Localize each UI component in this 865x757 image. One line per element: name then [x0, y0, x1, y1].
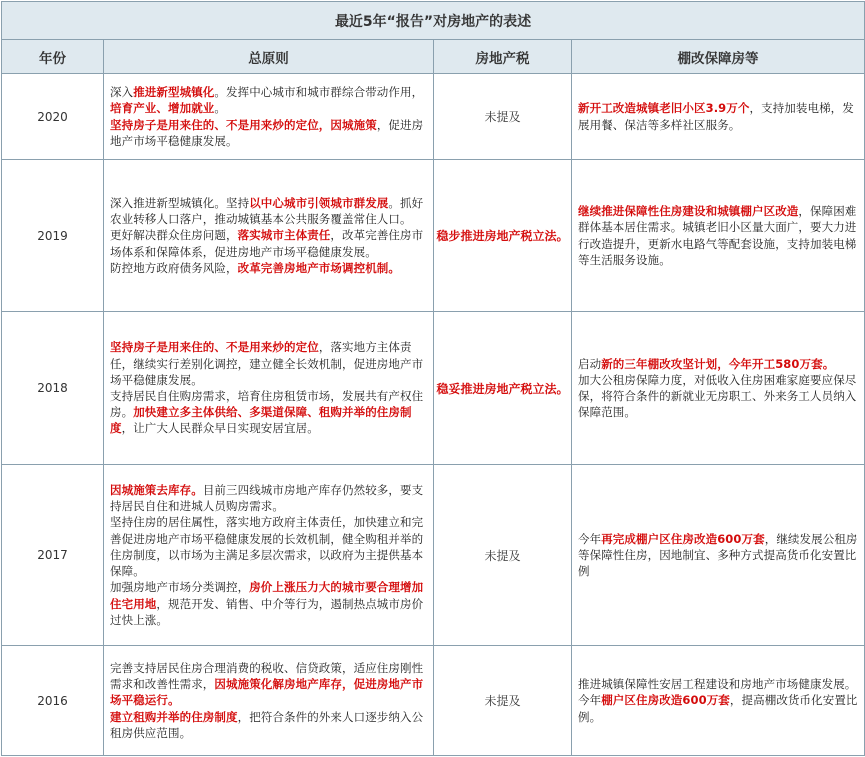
housing-cell — [572, 465, 865, 646]
paragraph — [578, 531, 858, 580]
body-text: 加强房地产市场分类调控， — [110, 580, 250, 595]
body-text: 完善支持居民住房合理消费的税收、信贷政策，适应住房刚性需求和改善性需求， — [110, 660, 424, 692]
body-text: 目前三四线城市房地产库存仍然较多，要支持居民自住和进城人员购房需求。 — [110, 483, 424, 514]
paragraph — [110, 227, 427, 259]
highlighted-text: 新开工改造城镇老旧小区3.9万个 — [578, 101, 750, 116]
highlighted-text: 继续推进保障性住房建设和城镇棚户区改造 — [578, 204, 799, 219]
paragraph — [110, 260, 427, 276]
year-cell: 2020 — [2, 74, 104, 160]
body-text: ，落实地方主体责任，继续实行差别化调控，建立健全长效机制，促进房地产市场平稳健康发展。 — [110, 340, 424, 387]
header-principle: 总原则 — [104, 40, 434, 74]
property-tax-cell: 稳步推进房地产税立法。 — [434, 160, 572, 312]
principle-cell — [104, 160, 434, 312]
body-text: 。发挥中心城市和城市群综合带动作用， — [214, 85, 424, 100]
paragraph — [578, 203, 858, 268]
highlighted-text: 建立租购并举的住房制度 — [110, 709, 238, 724]
body-text: 。 — [214, 101, 227, 116]
header-row — [2, 40, 865, 74]
highlighted-text: 棚户区住房改造600万套 — [601, 693, 730, 708]
body-text: 启动 — [578, 356, 602, 371]
body-text: ，促进房地产市场平稳健康发展。 — [110, 117, 424, 148]
table-row — [2, 160, 865, 312]
highlighted-text: 坚持房子是用来住的、不是用来炒的定位 — [110, 340, 319, 355]
paragraph — [110, 195, 427, 227]
header-year: 年份 — [2, 40, 104, 74]
title-row — [2, 2, 865, 40]
table-row — [2, 465, 865, 646]
body-text: ，支持加装电梯，发展用餐、保洁等多样社区服务。 — [578, 101, 854, 132]
principle-cell — [104, 74, 434, 160]
body-text: 深入推进新型城镇化。坚持 — [110, 195, 250, 210]
body-text: ，保障困难群体基本居住需求。城镇老旧小区量大面广，要大力进行改造提升，更新水电路气等配套设施，支持加装电梯等生活服务设施。 — [578, 204, 857, 267]
housing-cell — [572, 312, 865, 465]
property-tax-cell: 未提及 — [434, 465, 572, 646]
highlighted-text: 新的三年棚改攻坚计划，今年开工580万套。 — [601, 356, 835, 371]
body-text: 防控地方政府债务风险， — [110, 260, 238, 275]
paragraph — [110, 339, 427, 388]
paragraph — [110, 579, 427, 628]
highlighted-text: 落实城市主体责任 — [237, 228, 331, 243]
housing-cell — [572, 646, 865, 756]
body-text: ，让广大人民群众早日实现安居宜居。 — [121, 421, 319, 436]
year-cell: 2017 — [2, 465, 104, 646]
paragraph — [110, 514, 427, 579]
housing-cell — [572, 74, 865, 160]
principle-cell — [104, 465, 434, 646]
body-text: 支持居民自住购房需求，培育住房租赁市场，发展共有产权住房。 — [110, 389, 424, 420]
body-text: 。抓好农业转移人口落户，推动城镇基本公共服务覆盖常住人口。 — [110, 195, 424, 227]
table-row — [2, 74, 865, 160]
highlighted-text: 坚持房子是用来住的、不是用来炒的定位，因城施策 — [110, 117, 377, 132]
paragraph — [578, 676, 858, 725]
paragraph — [110, 482, 427, 514]
paragraph — [110, 660, 427, 709]
body-text: ，提高棚改货币化安置比例。 — [578, 693, 858, 724]
property-tax-cell: 未提及 — [434, 646, 572, 756]
principle-cell — [104, 646, 434, 756]
body-text: 坚持住房的居住属性，落实地方政府主体责任，加快建立和完善促进房地产市场平稳健康发展的长效机制，健全购租并举的住房制度，以市场为主满足多层次需求，以政府为主提供基本保障。 — [110, 515, 424, 579]
report-table — [1, 1, 865, 756]
highlighted-text: 再完成棚户区住房改造600万套 — [601, 531, 765, 546]
housing-cell — [572, 160, 865, 312]
body-text: 深入 — [110, 85, 134, 100]
paragraph — [110, 84, 427, 116]
paragraph — [578, 372, 858, 421]
table-row — [2, 646, 865, 756]
highlighted-text: 加快建立多主体供给、多渠道保障、租购并举的住房制度 — [110, 405, 412, 436]
paragraph — [110, 709, 427, 741]
body-text: 加大公租房保障力度，对低收入住房困难家庭要应保尽保，将符合条件的新就业无房职工、外来务工人员纳入保障范围。 — [578, 372, 857, 420]
property-tax-cell: 稳妥推进房地产税立法。 — [434, 312, 572, 465]
paragraph — [578, 100, 858, 132]
body-text: 推进城镇保障性安居工程建设和房地产市场健康发展。今年 — [578, 677, 857, 708]
highlighted-text: 以中心城市引领城市群发展 — [249, 195, 389, 210]
paragraph — [110, 388, 427, 437]
body-text: 更好解决群众住房问题， — [110, 228, 238, 243]
highlighted-text: 因城施策去库存。 — [110, 483, 203, 498]
body-text: ，把符合条件的外来人口逐步纳入公租房供应范围。 — [110, 709, 424, 740]
body-text: ，规范开发、销售、中介等行为，遏制热点城市房价过快上涨。 — [110, 596, 424, 627]
property-tax-cell: 未提及 — [434, 74, 572, 160]
body-text: 今年 — [578, 531, 602, 546]
highlighted-text: 培育产业、增加就业 — [110, 101, 215, 116]
year-cell: 2019 — [2, 160, 104, 312]
highlighted-text: 房价上涨压力大的城市要合理增加住宅用地 — [110, 580, 424, 611]
year-cell: 2016 — [2, 646, 104, 756]
highlighted-text: 推进新型城镇化 — [133, 85, 215, 100]
highlighted-text: 因城施策化解房地产库存，促进房地产市场平稳运行。 — [110, 677, 424, 708]
highlighted-text: 改革完善房地产市场调控机制。 — [237, 260, 401, 275]
header-housing: 棚改保障房等 — [572, 40, 865, 74]
paragraph — [578, 356, 858, 372]
paragraph — [110, 117, 427, 149]
header-property-tax: 房地产税 — [434, 40, 572, 74]
table-title: 最近5年“报告”对房地产的表述 — [2, 2, 865, 40]
body-text: ，改革完善住房市场体系和保障体系，促进房地产市场平稳健康发展。 — [110, 228, 424, 259]
body-text: ，继续发展公租房等保障性住房，因地制宜、多种方式提高货币化安置比例 — [578, 531, 858, 579]
year-cell: 2018 — [2, 312, 104, 465]
table-row — [2, 312, 865, 465]
principle-cell — [104, 312, 434, 465]
